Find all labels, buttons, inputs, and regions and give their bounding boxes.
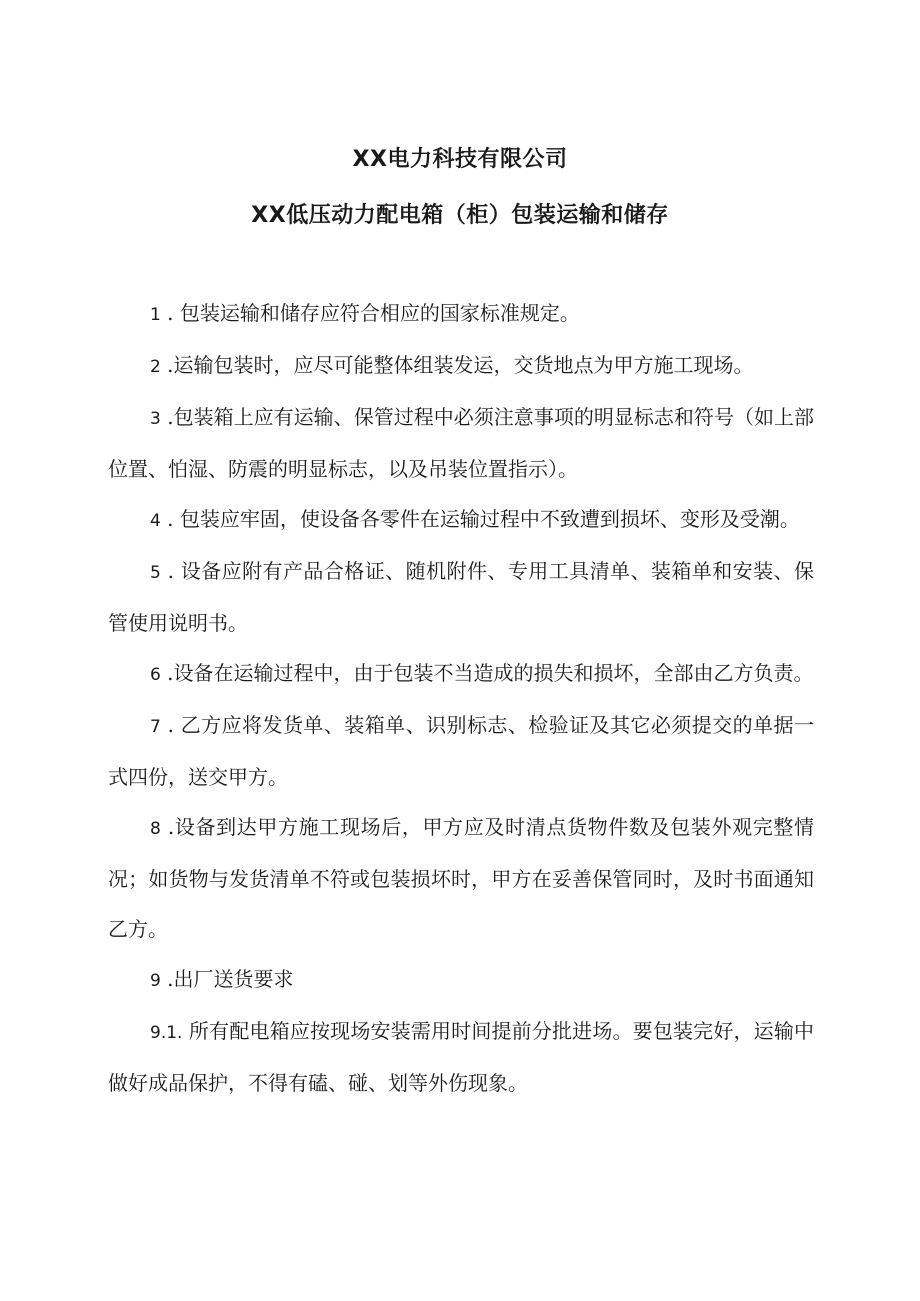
clause-text: 设备在运输过程中，由于包装不当造成的损失和损坏，全部由乙方负责。	[173, 661, 814, 685]
clause-text: 运输包装时，应尽可能整体组装发运，交货地点为甲方施工现场。	[173, 353, 754, 377]
clause-1	[108, 288, 814, 340]
clause-9-1	[108, 1006, 814, 1108]
clause-8	[108, 802, 814, 954]
clause-number: 7	[150, 717, 161, 737]
clause-text: 包装应牢固，使设备各零件在运输过程中不致遭到损坏、变形及受潮。	[179, 507, 800, 531]
clause-separator: .	[160, 713, 181, 737]
document-title: XX低压动力配电箱（柜）包装运输和储存	[251, 203, 669, 228]
clause-number: 5	[150, 563, 161, 583]
clause-text: 出厂送货要求	[173, 967, 294, 991]
clause-separator: .	[160, 301, 180, 325]
clause-text: 乙方应将发货单、装箱单、识别标志、检验证及其它必须提交的单据一式四份，送交甲方。	[108, 713, 814, 789]
clause-7	[108, 700, 814, 802]
clause-5	[108, 546, 814, 648]
clause-number: 1	[150, 305, 161, 325]
clause-text: 设备到达甲方施工现场后，甲方应及时清点货物件数及包装外观完整情况；如货物与发货清单不符或包装损坏时，甲方在妥善保管同时，及时书面通知乙方。	[108, 815, 815, 941]
clause-number: 9.1.	[150, 1023, 183, 1043]
company-name: XX电力科技有限公司	[352, 147, 568, 172]
clause-number: 8	[150, 819, 161, 839]
clause-number: 6	[150, 665, 161, 685]
clause-separator: .	[160, 661, 174, 685]
clause-text: 包装运输和储存应符合相应的国家标准规定。	[179, 301, 580, 325]
clause-2	[108, 340, 814, 392]
clause-separator: .	[160, 405, 174, 429]
clause-text: 设备应附有产品合格证、随机附件、专用工具清单、装箱单和安装、保管使用说明书。	[108, 559, 814, 635]
clause-separator: .	[160, 967, 174, 991]
clause-number: 2	[150, 357, 161, 377]
clause-number: 3	[150, 409, 161, 429]
clause-separator: .	[160, 353, 174, 377]
clause-number: 9	[150, 971, 161, 991]
clause-3	[108, 392, 814, 494]
clause-separator: .	[160, 559, 181, 583]
document-body	[108, 288, 814, 1108]
clause-number: 4	[150, 511, 161, 531]
clause-text: 包装箱上应有运输、保管过程中必须注意事项的明显标志和符号（如上部位置、怕湿、防震的明显标志，以及吊装位置指示）。	[108, 405, 815, 481]
clause-6	[108, 648, 814, 700]
clause-4	[108, 494, 814, 546]
clause-9	[108, 954, 814, 1006]
clause-separator: .	[160, 507, 180, 531]
clause-text: 所有配电箱应按现场安装需用时间提前分批进场。要包装完好，运输中做好成品保护，不得有磕、碰、划等外伤现象。	[108, 1019, 815, 1095]
clause-separator: .	[160, 815, 175, 839]
